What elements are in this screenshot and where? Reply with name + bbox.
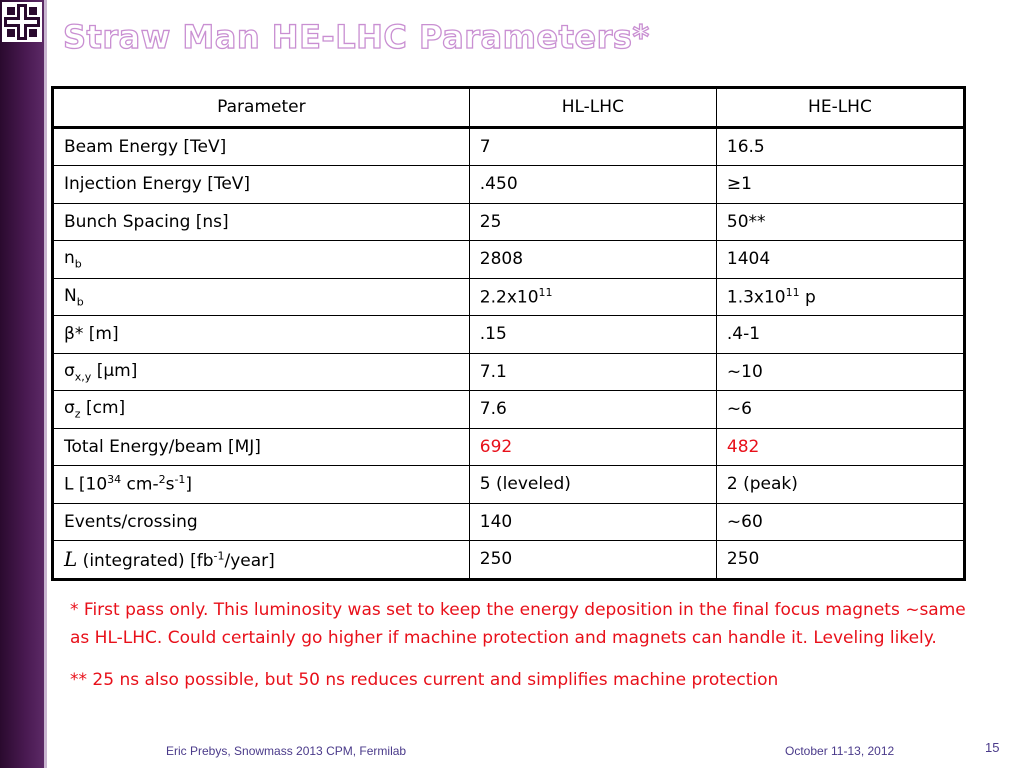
he-lhc-cell: $1.3x10^{11}$ p (716, 278, 964, 316)
column-header-hl-lhc: HL-LHC (469, 88, 716, 128)
he-lhc-cell: 1404 (716, 241, 964, 279)
page-number: 15 (985, 740, 1000, 755)
hl-lhc-cell: 2808 (469, 241, 716, 279)
table-row (53, 466, 965, 504)
footnote-first-pass: * First pass only. This luminosity was set to keep the energy deposition in the final focus magnets ~same as HL-LHC. Could certainly go higher if machine protection and magnets can handle it. Leveling likely. (70, 600, 966, 648)
column-header-parameter: Parameter (53, 88, 470, 128)
table-row (53, 127, 965, 166)
he-lhc-cell: ~60 (716, 503, 964, 541)
sidebar-divider (44, 0, 47, 768)
he-lhc-cell: 250 (716, 541, 964, 580)
he-lhc-cell: 16.5 (716, 127, 964, 166)
hl-lhc-cell: $2.2x10^{11}$ (469, 278, 716, 316)
he-lhc-cell: 2 (peak) (716, 466, 964, 504)
footer-author: Eric Prebys, Snowmass 2013 CPM, Fermilab (166, 744, 407, 758)
footer-date: October 11-13, 2012 (785, 744, 895, 758)
slide-title: Straw Man HE-LHC Parameters* (63, 18, 650, 56)
parameter-cell: Injection Energy [TeV] (53, 166, 470, 204)
he-lhc-cell: ~10 (716, 353, 964, 391)
footnotes (70, 596, 970, 694)
parameter-cell: $n_b$ (53, 241, 470, 279)
hl-lhc-cell: 25 (469, 203, 716, 241)
hl-lhc-cell: 7.6 (469, 391, 716, 429)
he-lhc-cell: ≥1 (716, 166, 964, 204)
table-row (53, 353, 965, 391)
hl-lhc-cell: 7 (469, 127, 716, 166)
table-header-row (53, 88, 965, 128)
column-header-he-lhc: HE-LHC (716, 88, 964, 128)
parameter-cell: Events/crossing (53, 503, 470, 541)
hl-lhc-cell: 692 (469, 428, 716, 466)
parameter-cell: Bunch Spacing [ns] (53, 203, 470, 241)
parameter-cell: Beam Energy [TeV] (53, 127, 470, 166)
hl-lhc-cell: 140 (469, 503, 716, 541)
parameter-cell: $\sigma_{x,y}$ [μm] (53, 353, 470, 391)
table-row (53, 316, 965, 354)
parameter-cell: L (integrated) $[fb^{-1}/year]$ (53, 541, 470, 580)
parameter-cell: L [$10^{34}$ $cm-^2s^{-1}$] (53, 466, 470, 504)
table-row (53, 166, 965, 204)
table-row (53, 391, 965, 429)
hl-lhc-cell: 7.1 (469, 353, 716, 391)
fermilab-logo-icon (2, 2, 42, 42)
sidebar-band (0, 0, 44, 768)
parameter-cell: β* [m] (53, 316, 470, 354)
hl-lhc-cell: .450 (469, 166, 716, 204)
table-row (53, 278, 965, 316)
table-row (53, 541, 965, 580)
hl-lhc-cell: 250 (469, 541, 716, 580)
he-lhc-cell: 50** (716, 203, 964, 241)
parameters-table (51, 86, 966, 581)
he-lhc-cell: 482 (716, 428, 964, 466)
table-row (53, 203, 965, 241)
hl-lhc-cell: 5 (leveled) (469, 466, 716, 504)
table-row (53, 503, 965, 541)
he-lhc-cell: .4-1 (716, 316, 964, 354)
parameter-cell: $\sigma_z$ [cm] (53, 391, 470, 429)
he-lhc-cell: ~6 (716, 391, 964, 429)
hl-lhc-cell: .15 (469, 316, 716, 354)
table-row (53, 241, 965, 279)
table-row (53, 428, 965, 466)
parameter-cell: Total Energy/beam [MJ] (53, 428, 470, 466)
parameter-cell: $N_b$ (53, 278, 470, 316)
footnote-bunch-spacing: ** 25 ns also possible, but 50 ns reduces current and simplifies machine protection (70, 670, 779, 690)
